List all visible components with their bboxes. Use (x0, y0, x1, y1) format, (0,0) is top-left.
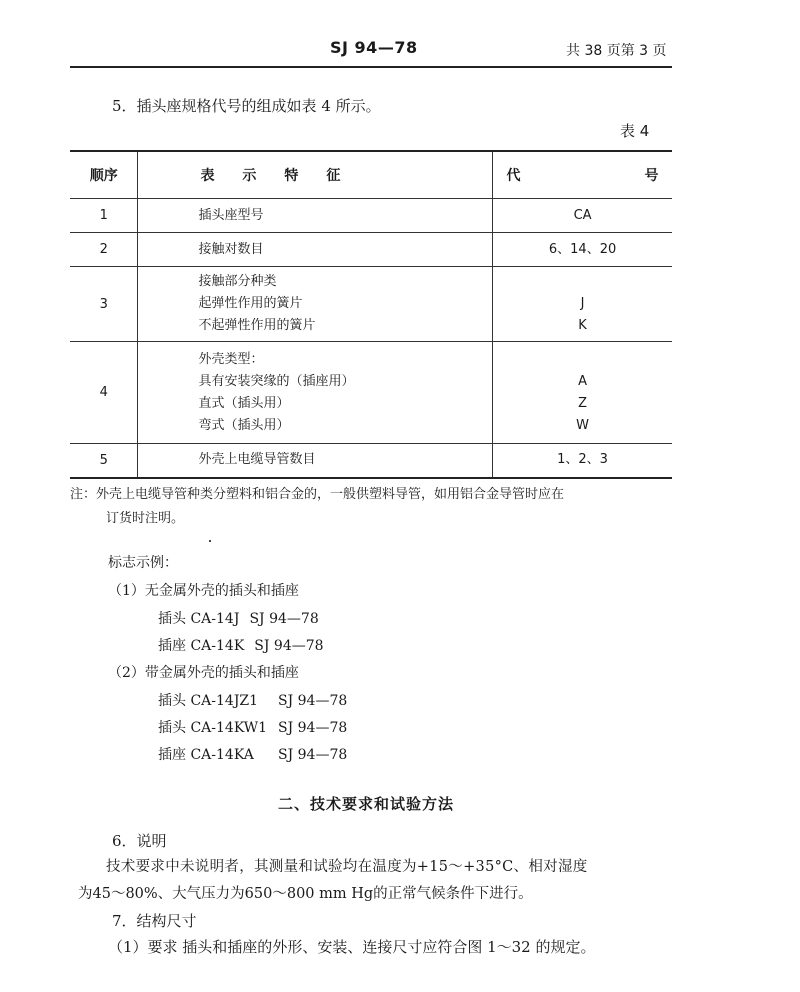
header-code (493, 151, 672, 199)
header-code-part1: 代 (506, 168, 521, 184)
section-6-title: 6．说明 (112, 832, 167, 850)
row-number: 5 (70, 444, 138, 478)
row-feature: 外壳类型： 具有安装突缘的（插座用） 直式（插头用） 弯式（插头用） (138, 342, 493, 444)
table-header-row (70, 151, 672, 199)
marking-example-item: 插头 CA-14J SJ 94—78 (158, 611, 319, 627)
scan-speck (209, 540, 211, 542)
table-row (70, 267, 672, 342)
table-row (70, 444, 672, 478)
row-code: 1、2、3 (493, 444, 672, 478)
table-row (70, 342, 672, 444)
section-6-line-2: 为45～80%、大气压力为650～800 mm Hg的正常气候条件下进行。 (78, 886, 533, 902)
row-number: 1 (70, 199, 138, 233)
section-7-item-1: （1）要求 插头和插座的外形、安装、连接尺寸应符合图 1～32 的规定。 (108, 938, 596, 956)
section-7-title: 7．结构尺寸 (112, 912, 197, 930)
row-code: 6、14、20 (493, 233, 672, 267)
header-code-part2: 号 (644, 168, 659, 184)
marking-example-item: 插座 CA-14K SJ 94—78 (158, 638, 324, 654)
row-code: J K (493, 267, 672, 342)
table-label: 表 4 (620, 122, 650, 140)
row-number: 4 (70, 342, 138, 444)
note-line-1: 注：外壳上电缆导管种类分塑料和铝合金的，一般供塑料导管，如用铝合金导管时应在 (70, 487, 565, 502)
standard-number: SJ 94—78 (330, 38, 418, 57)
marking-group-2-heading: （2）带金属外壳的插头和插座 (108, 665, 299, 681)
row-code: CA (493, 199, 672, 233)
row-code: A Z W (493, 342, 672, 444)
row-number: 3 (70, 267, 138, 342)
marking-example-item: 插头 CA-14KW1 SJ 94—78 (158, 720, 348, 736)
section-6-line-1: 技术要求中未说明者，其测量和试验均在温度为+15～+35°C、相对湿度 (106, 859, 588, 875)
header-rule (70, 66, 672, 68)
marking-example-item: 插头 CA-14JZ1 SJ 94—78 (158, 693, 348, 709)
chapter-2-title: 二、技术要求和试验方法 (278, 795, 455, 813)
table-row (70, 199, 672, 233)
row-feature: 接触部分种类 起弹性作用的簧片 不起弹性作用的簧片 (138, 267, 493, 342)
note-line-2: 订货时注明。 (106, 511, 185, 526)
page-info: 共 38 页第 3 页 (566, 43, 667, 59)
header-feature: 表示特征 (138, 151, 493, 199)
section-6-paragraph (78, 854, 688, 908)
row-feature: 接触对数目 (138, 233, 493, 267)
table-row (70, 233, 672, 267)
spec-code-table (70, 150, 672, 479)
row-number: 2 (70, 233, 138, 267)
marking-examples-title: 标志示例： (108, 555, 178, 571)
header-order: 顺序 (70, 151, 138, 199)
marking-group-1-heading: （1）无金属外壳的插头和插座 (108, 583, 299, 599)
marking-example-item: 插座 CA-14KA SJ 94—78 (158, 747, 348, 763)
table-note (70, 483, 680, 531)
section-5-intro: 5．插头座规格代号的组成如表 4 所示。 (112, 97, 381, 115)
row-feature: 插头座型号 (138, 199, 493, 233)
row-feature: 外壳上电缆导管数目 (138, 444, 493, 478)
